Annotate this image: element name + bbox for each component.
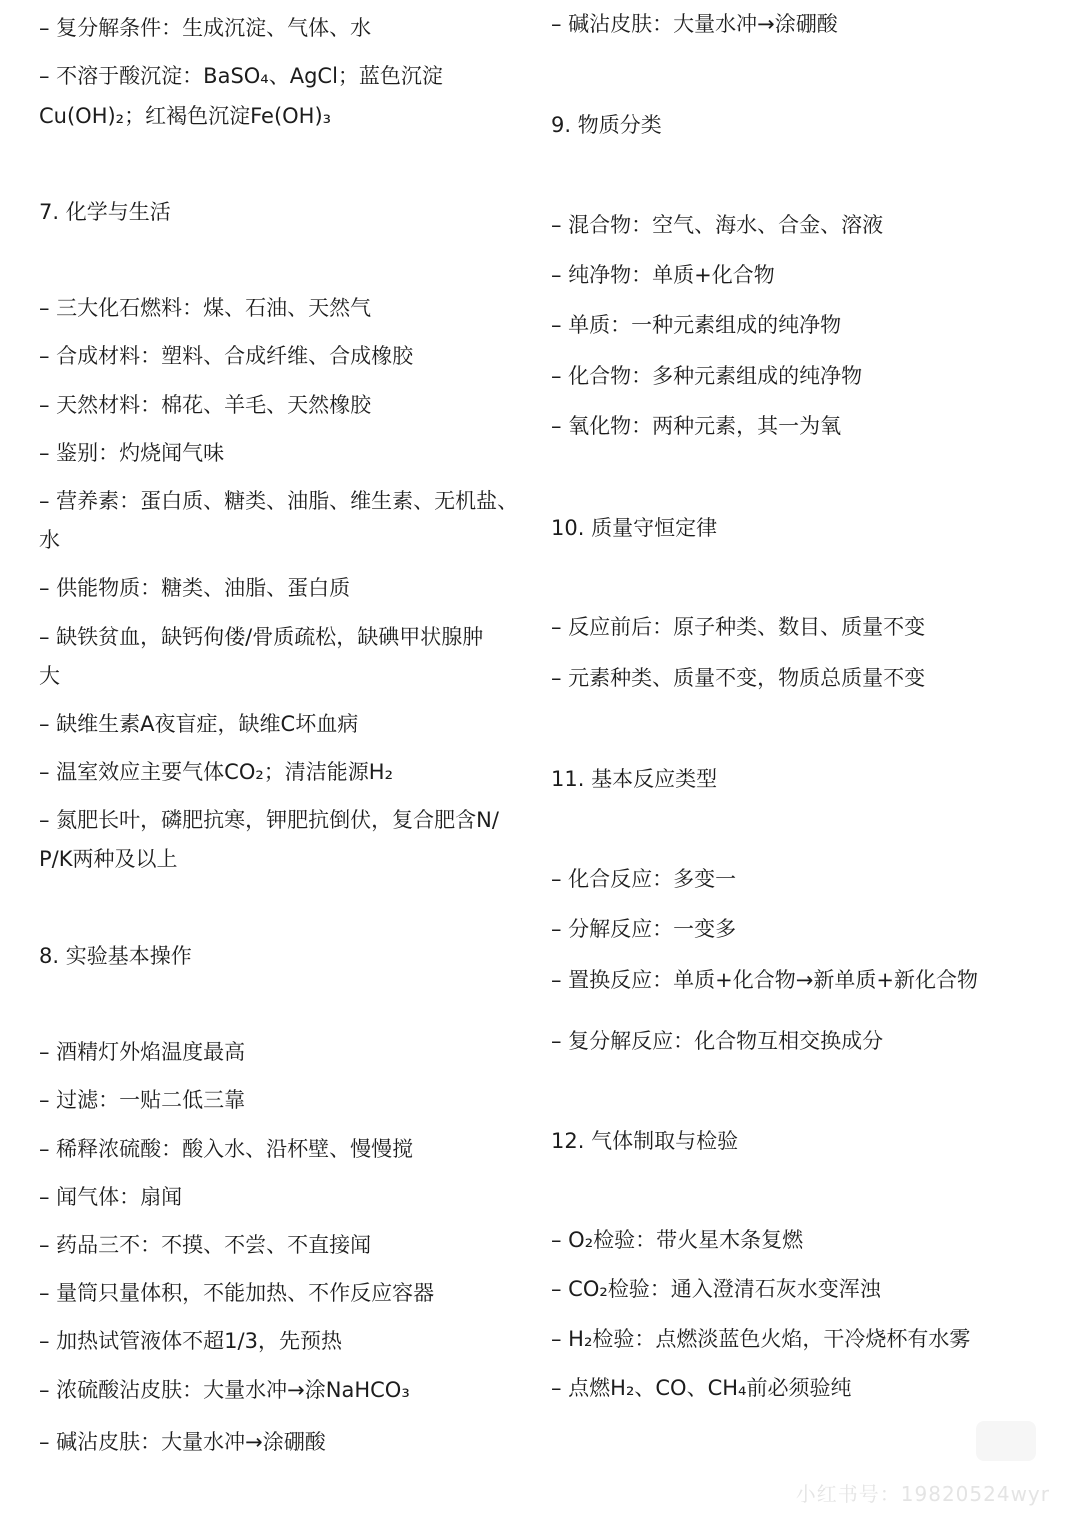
list-item: – CO₂检验：通入澄清石灰水变浑浊 [551,1277,881,1301]
section-heading-10: 10. 质量守恒定律 [551,516,718,540]
list-item: – H₂检验：点燃淡蓝色火焰，干冷烧杯有水雾 [551,1327,971,1351]
list-item: – O₂检验：带火星木条复燃 [551,1228,804,1252]
list-item: – 加热试管液体不超1/3，先预热 [39,1329,342,1353]
list-item: – 稀释浓硫酸：酸入水、沿杯壁、慢慢搅 [39,1137,414,1161]
list-item: – 反应前后：原子种类、数目、质量不变 [551,615,926,639]
list-item: – 药品三不：不摸、不尝、不直接闻 [39,1233,372,1257]
list-item: – 酒精灯外焰温度最高 [39,1040,246,1064]
list-item: – 天然材料：棉花、羊毛、天然橡胶 [39,393,372,417]
list-item: – 营养素：蛋白质、糖类、油脂、维生素、无机盐、 [39,489,519,513]
section-heading-8: 8. 实验基本操作 [39,944,192,968]
watermark-logo [976,1421,1036,1461]
list-item-continuation: 大 [39,664,60,688]
text-line: – 复分解条件：生成沉淀、气体、水 [39,16,372,40]
list-item: – 碱沾皮肤：大量水冲→涂硼酸 [39,1430,326,1454]
list-item: – 化合物：多种元素组成的纯净物 [551,364,863,388]
list-item: – 氧化物：两种元素，其一为氧 [551,414,842,438]
list-item: – 混合物：空气、海水、合金、溶液 [551,213,884,237]
list-item: – 温室效应主要气体CO₂；清洁能源H₂ [39,760,393,784]
list-item: – 化合反应：多变一 [551,867,737,891]
section-heading-9: 9. 物质分类 [551,113,662,137]
list-item: – 浓硫酸沾皮肤：大量水冲→涂NaHCO₃ [39,1378,410,1402]
list-item: – 氮肥长叶，磷肥抗寒，钾肥抗倒伏，复合肥含N/ [39,808,499,832]
list-item: – 闻气体：扇闻 [39,1185,183,1209]
list-item: – 量筒只量体积，不能加热、不作反应容器 [39,1281,435,1305]
section-heading-7: 7. 化学与生活 [39,200,171,224]
section-heading-12: 12. 气体制取与检验 [551,1129,739,1153]
list-item: – 缺铁贫血，缺钙佝偻/骨质疏松，缺碘甲状腺肿 [39,625,484,649]
list-item: – 分解反应：一变多 [551,917,737,941]
watermark-text: 小红书号：19820524wyr [795,1482,1050,1506]
list-item: – 元素种类、质量不变，物质总质量不变 [551,666,926,690]
list-item: – 过滤：一贴二低三靠 [39,1088,246,1112]
list-item: – 鉴别：灼烧闻气味 [39,441,225,465]
list-item: – 三大化石燃料：煤、石油、天然气 [39,296,372,320]
list-item: – 纯净物：单质+化合物 [551,263,775,287]
text-line: – 不溶于酸沉淀：BaSO₄、AgCl；蓝色沉淀 [39,64,443,88]
list-item: – 供能物质：糖类、油脂、蛋白质 [39,576,351,600]
list-item: – 缺维生素A夜盲症，缺维C坏血病 [39,712,359,736]
list-item: – 置换反应：单质+化合物→新单质+新化合物 [551,968,978,992]
section-heading-11: 11. 基本反应类型 [551,767,718,791]
text-line: Cu(OH)₂；红褐色沉淀Fe(OH)₃ [39,104,332,128]
list-item: – 碱沾皮肤：大量水冲→涂硼酸 [551,12,838,36]
list-item-continuation: P/K两种及以上 [39,847,178,871]
list-item: – 复分解反应：化合物互相交换成分 [551,1029,884,1053]
list-item: – 合成材料：塑料、合成纤维、合成橡胶 [39,344,414,368]
list-item: – 点燃H₂、CO、CH₄前必须验纯 [551,1376,852,1400]
list-item-continuation: 水 [39,528,60,552]
list-item: – 单质：一种元素组成的纯净物 [551,313,842,337]
